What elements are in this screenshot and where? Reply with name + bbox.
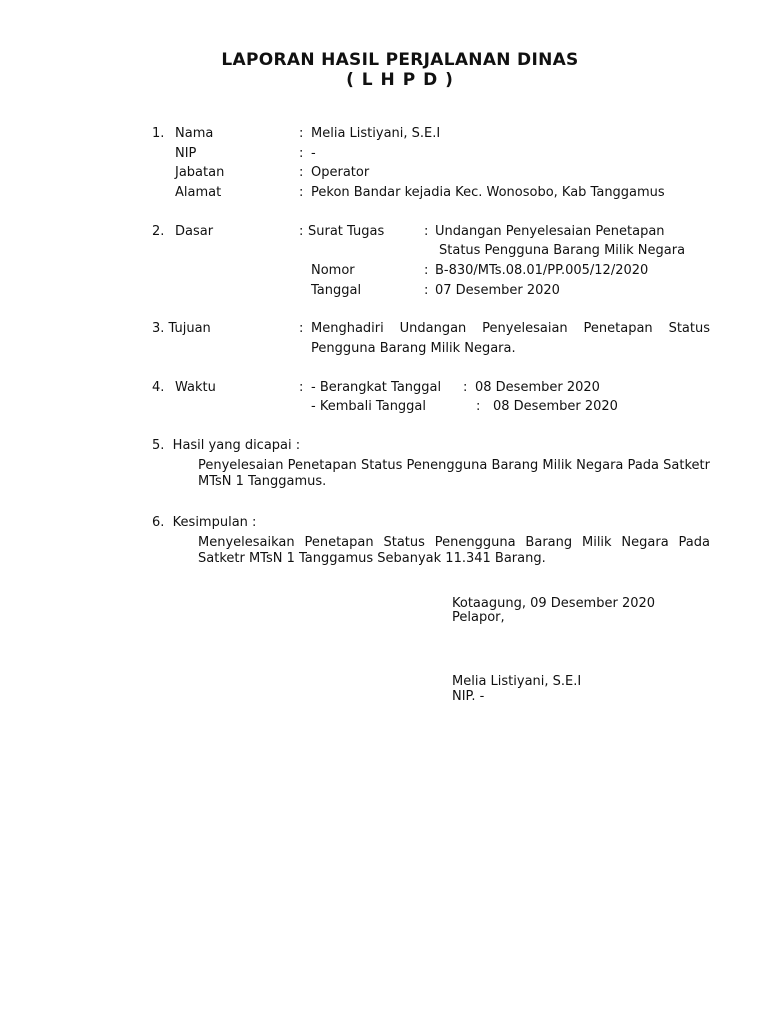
surat-tugas-value-line1: Undangan Penyelesaian Penetapan bbox=[435, 224, 665, 239]
nomor-value: B-830/MTs.08.01/PP.005/12/2020 bbox=[435, 263, 649, 278]
kembali-label: - Kembali Tanggal bbox=[311, 399, 427, 414]
berangkat-colon: : bbox=[463, 380, 468, 395]
kembali-value: 08 Desember 2020 bbox=[493, 399, 618, 414]
waktu-label: Waktu bbox=[175, 380, 216, 395]
alamat-label: Alamat bbox=[175, 185, 222, 200]
nip-label: NIP bbox=[175, 146, 197, 161]
alamat-colon: : bbox=[299, 185, 304, 200]
document-title: LAPORAN HASIL PERJALANAN DINAS bbox=[221, 50, 579, 70]
signature-name: Melia Listiyani, S.E.I bbox=[452, 674, 582, 689]
signature-place-date: Kotaagung, 09 Desember 2020 bbox=[452, 596, 656, 611]
hasil-body: Penyelesaian Penetapan Status Penengguna Barang Milik Negara Pada Satketr MTsN 1 Tanggamus. bbox=[198, 458, 710, 489]
signature-role: Pelapor, bbox=[452, 610, 505, 625]
dasar-colon: : bbox=[299, 224, 304, 239]
surat-tugas-label: Surat Tugas bbox=[308, 224, 385, 239]
alamat-value: Pekon Bandar kejadia Kec. Wonosobo, Kab Tanggamus bbox=[311, 185, 665, 200]
waktu-colon: : bbox=[299, 380, 304, 395]
document-subtitle: ( L H P D ) bbox=[346, 70, 454, 90]
tanggal-colon: : bbox=[424, 283, 429, 298]
jabatan-value: Operator bbox=[311, 165, 370, 180]
section4-number: 4. bbox=[152, 380, 165, 395]
tanggal-label: Tanggal bbox=[311, 283, 362, 298]
hasil-heading: 5. Hasil yang dicapai : bbox=[152, 438, 301, 453]
signature-nip: NIP. - bbox=[452, 689, 485, 704]
nip-colon: : bbox=[299, 146, 304, 161]
nama-value: Melia Listiyani, S.E.I bbox=[311, 126, 441, 141]
berangkat-value: 08 Desember 2020 bbox=[475, 380, 600, 395]
tujuan-value-line2: Pengguna Barang Milik Negara. bbox=[311, 341, 516, 356]
nip-value: - bbox=[311, 146, 316, 161]
berangkat-label: - Berangkat Tanggal bbox=[311, 380, 442, 395]
surat-tugas-value-line2: Status Pengguna Barang Milik Negara bbox=[439, 243, 686, 258]
dasar-label: Dasar bbox=[175, 224, 214, 239]
tujuan-colon: : bbox=[299, 321, 304, 336]
nama-label: Nama bbox=[175, 126, 214, 141]
nomor-label: Nomor bbox=[311, 263, 355, 278]
section1-number: 1. bbox=[152, 126, 165, 141]
surat-tugas-colon: : bbox=[424, 224, 429, 239]
kesimpulan-heading: 6. Kesimpulan : bbox=[152, 515, 257, 530]
nama-colon: : bbox=[299, 126, 304, 141]
tujuan-label: 3. Tujuan bbox=[152, 321, 211, 336]
tanggal-value: 07 Desember 2020 bbox=[435, 283, 560, 298]
kembali-colon: : bbox=[476, 399, 481, 414]
kesimpulan-body: Menyelesaikan Penetapan Status Penengguna Barang Milik Negara Pada Satketr MTsN 1 Tanggamus Sebanyak 11.341 Barang. bbox=[198, 535, 710, 566]
nomor-colon: : bbox=[424, 263, 429, 278]
section2-number: 2. bbox=[152, 224, 165, 239]
jabatan-colon: : bbox=[299, 165, 304, 180]
tujuan-value-line1: Menghadiri Undangan Penyelesaian Penetapan Status bbox=[311, 321, 710, 336]
jabatan-label: Jabatan bbox=[175, 165, 225, 180]
